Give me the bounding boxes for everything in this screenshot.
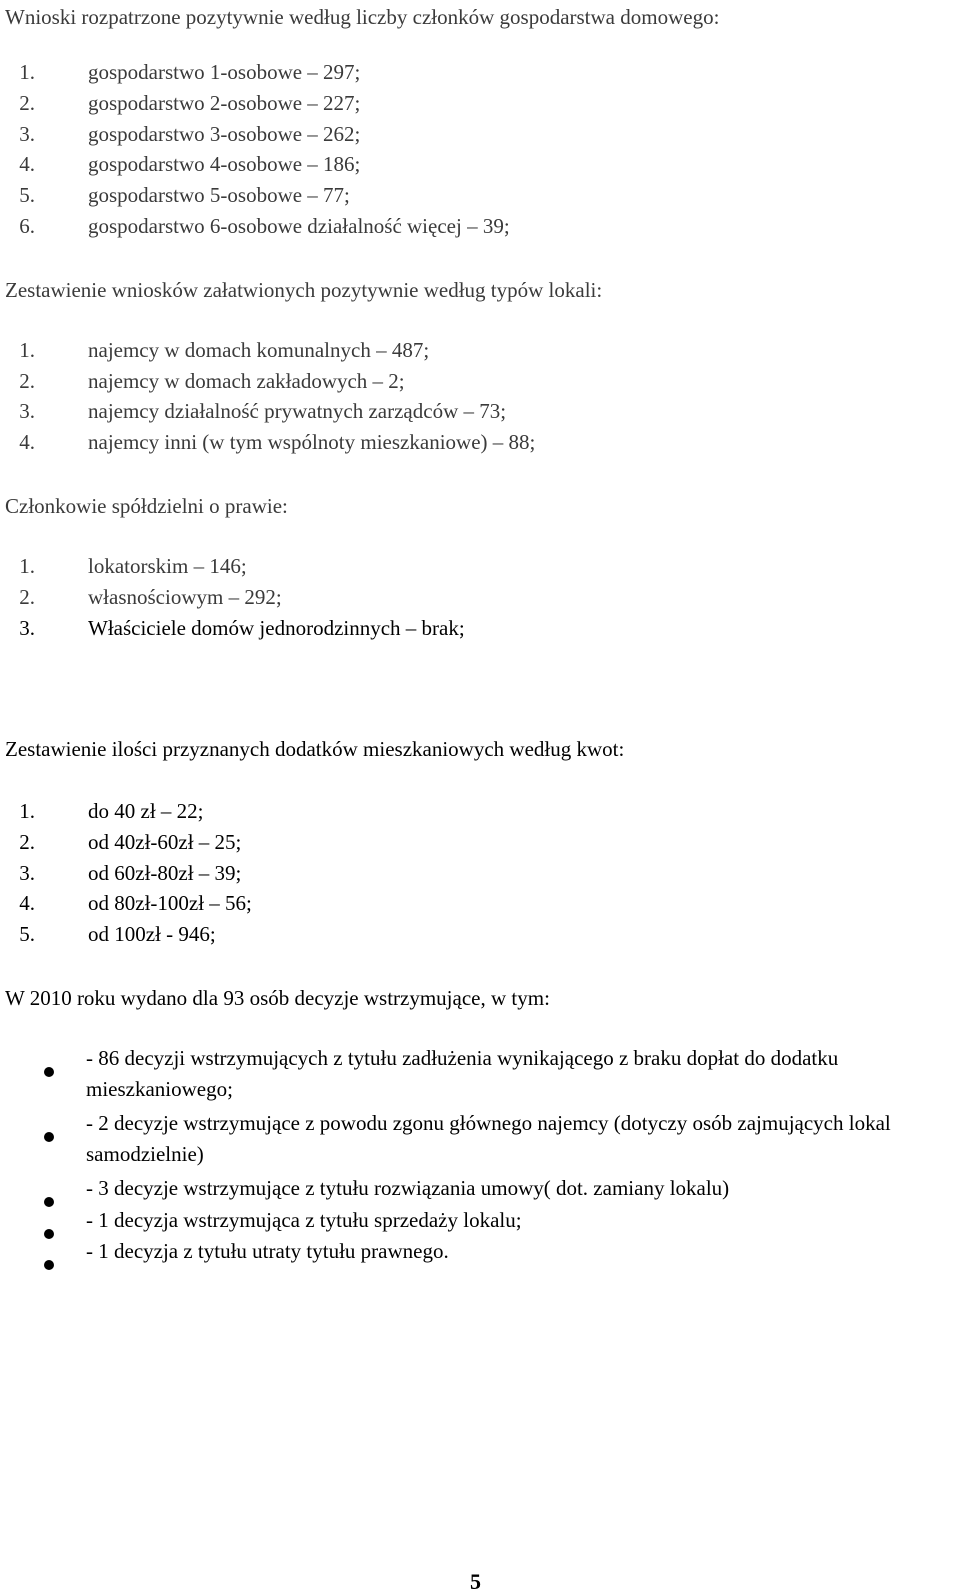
bullet-item-text: - 86 decyzji wstrzymujących z tytułu zadłużenia wynikającego z braku dopłat do dodatku mieszkaniowego; xyxy=(86,1046,839,1101)
list-item-text: od 40zł-60zł – 25; xyxy=(88,830,242,854)
list-item-text: własnościowym – 292; xyxy=(88,585,282,609)
list-item-number: 3. xyxy=(19,122,35,146)
bullet-icon xyxy=(44,1132,54,1142)
list-item-number: 4. xyxy=(19,430,35,454)
bullet-item-text: - 1 decyzja z tytułu utraty tytułu prawnego. xyxy=(86,1239,449,1263)
list-item-text: najemcy w domach zakładowych – 2; xyxy=(88,369,405,393)
list-item-number: 6. xyxy=(19,214,35,238)
section1-heading: Wnioski rozpatrzone pozytywnie według liczby członków gospodarstwa domowego: xyxy=(5,5,720,29)
bullet-icon xyxy=(44,1197,54,1207)
list-item-text: Właściciele domów jednorodzinnych – brak; xyxy=(88,616,465,640)
list-item-number: 5. xyxy=(19,183,35,207)
list-item-text: gospodarstwo 3-osobowe – 262; xyxy=(88,122,361,146)
list-item-number: 1. xyxy=(19,338,35,362)
list-item-number: 2. xyxy=(19,585,35,609)
section5-heading: W 2010 roku wydano dla 93 osób decyzje wstrzymujące, w tym: xyxy=(5,986,550,1010)
list-item-text: gospodarstwo 1-osobowe – 297; xyxy=(88,60,361,84)
bullet-icon xyxy=(44,1260,54,1270)
bullet-item-text: - 2 decyzje wstrzymujące z powodu zgonu głównego najemcy (dotyczy osób zajmujących lokal samodzielnie) xyxy=(86,1111,891,1166)
list-item-number: 3. xyxy=(19,861,35,885)
list-item-number: 2. xyxy=(19,830,35,854)
list-item-number: 1. xyxy=(19,60,35,84)
list-item-text: od 100zł - 946; xyxy=(88,922,216,946)
list-item-number: 4. xyxy=(19,152,35,176)
list-item-text: od 60zł-80zł – 39; xyxy=(88,861,242,885)
list-item-text: gospodarstwo 4-osobowe – 186; xyxy=(88,152,361,176)
list-item-text: najemcy działalność prywatnych zarządców – 73; xyxy=(88,399,507,423)
bullet-icon xyxy=(44,1067,54,1077)
list-item-text: najemcy inni (w tym wspólnoty mieszkaniowe) – 88; xyxy=(88,430,536,454)
list-item-number: 3. xyxy=(19,399,35,423)
list-item-text: gospodarstwo 5-osobowe – 77; xyxy=(88,183,350,207)
bullet-item-text: - 3 decyzje wstrzymujące z tytułu rozwiązania umowy( dot. zamiany lokalu) xyxy=(86,1176,730,1200)
section3-heading: Członkowie spółdzielni o prawie: xyxy=(5,494,288,518)
list-item-number: 2. xyxy=(19,369,35,393)
list-item-number: 1. xyxy=(19,554,35,578)
list-item-text: gospodarstwo 2-osobowe – 227; xyxy=(88,91,361,115)
bullet-icon xyxy=(44,1229,54,1239)
list-item-number: 2. xyxy=(19,91,35,115)
list-item-text: od 80zł-100zł – 56; xyxy=(88,891,252,915)
list-item-text: najemcy w domach komunalnych – 487; xyxy=(88,338,430,362)
list-item-number: 4. xyxy=(19,891,35,915)
section4-heading: Zestawienie ilości przyznanych dodatków mieszkaniowych według kwot: xyxy=(5,737,625,761)
section2-heading: Zestawienie wniosków załatwionych pozytywnie według typów lokali: xyxy=(5,278,603,302)
list-item-text: do 40 zł – 22; xyxy=(88,799,204,823)
list-item-number: 3. xyxy=(19,616,35,640)
list-item-number: 1. xyxy=(19,799,35,823)
page-number: 5 xyxy=(470,1569,481,1594)
list-item-number: 5. xyxy=(19,922,35,946)
list-item-text: lokatorskim – 146; xyxy=(88,554,247,578)
bullet-item-text: - 1 decyzja wstrzymująca z tytułu sprzedaży lokalu; xyxy=(86,1208,522,1232)
list-item-text: gospodarstwo 6-osobowe działalność więcej – 39; xyxy=(88,214,510,238)
